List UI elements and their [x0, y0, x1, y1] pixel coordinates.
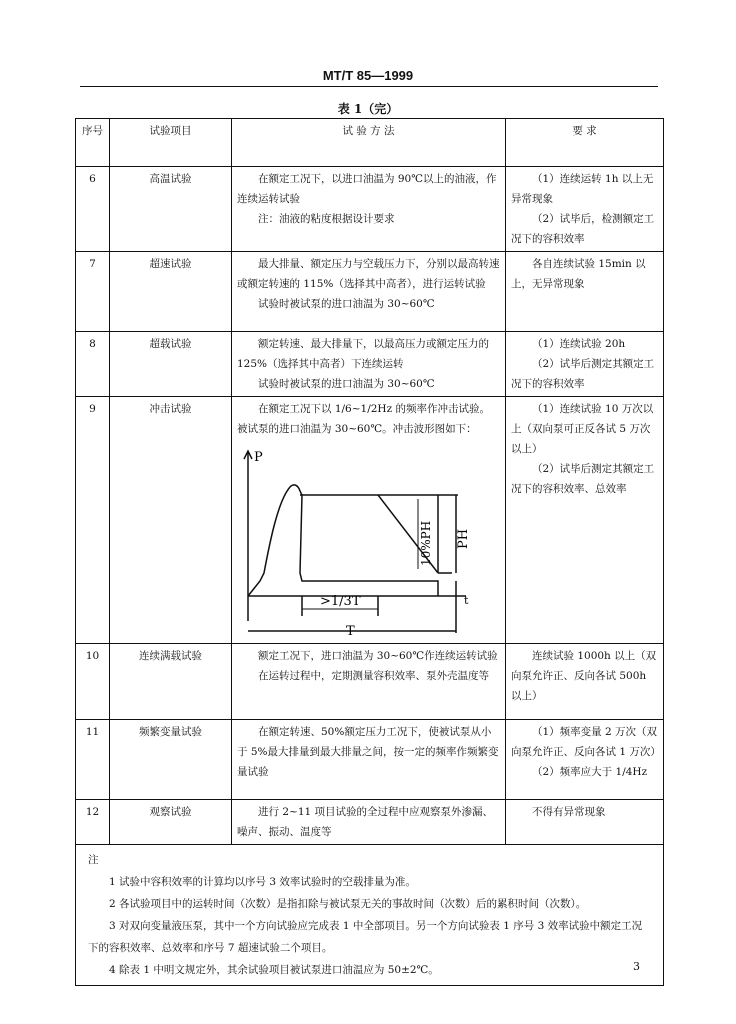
row-item: 观察试验 [110, 800, 232, 845]
req-text: （1）连续试验 10 万次以上（双向泵可正反各试 5 万次以上） [511, 403, 654, 455]
row-req [506, 252, 664, 332]
row-item: 超载试验 [110, 332, 232, 397]
notes-row [76, 845, 664, 986]
method-text: 额定工况下，进口油温为 30~60℃作连续运转试验 [258, 650, 498, 662]
label-ph: PH [456, 528, 471, 549]
col-header-method: 试 验 方 法 [232, 119, 506, 167]
table-row [76, 252, 664, 332]
table-header-row [76, 119, 664, 167]
row-req [506, 720, 664, 800]
row-item: 频繁变量试验 [110, 720, 232, 800]
row-item: 连续满载试验 [110, 644, 232, 720]
row-item: 高温试验 [110, 167, 232, 252]
table-row [76, 720, 664, 800]
method-text: 在额定工况下，以进口油温为 90℃以上的油液，作连续运转试验 [237, 173, 497, 205]
method-text: 注：油液的粘度根据设计要求 [258, 213, 395, 225]
header-rule [80, 86, 658, 87]
note-item: 3 对双向变量液压泵，其中一个方向试验应完成表 1 中全部项目。另一个方向试验表 1 序号 3 效率试验中额定工况下的容积效率、总效率和序号 7 超速试验二个项目。 [88, 920, 643, 954]
table-row [76, 800, 664, 845]
row-item: 冲击试验 [110, 397, 232, 644]
method-text: 在额定工况下以 1/6~1/2Hz 的频率作冲击试验。被试泵的进口油温为 30~60℃。冲击波形图如下： [237, 403, 490, 435]
axis-label-p: P [254, 450, 263, 465]
method-text: 试验时被试泵的进口油温为 30~60℃ [258, 378, 435, 390]
method-text: 试验时被试泵的进口油温为 30~60℃ [258, 298, 435, 310]
notes [76, 845, 664, 986]
method-text: 在额定转速、50%额定压力工况下，使被试泵从小于 5%最大排量到最大排量之间，按一定的频率作频繁变量试验 [237, 726, 499, 778]
row-no: 11 [76, 720, 110, 800]
row-method [232, 800, 506, 845]
req-text: （2）试毕后测定其额定工况下的容积效率 [511, 358, 655, 390]
row-req [506, 167, 664, 252]
axis-label-t: t [464, 594, 469, 607]
table-row [76, 644, 664, 720]
row-method [232, 644, 506, 720]
note-item: 4 除表 1 中明文规定外，其余试验项目被试泵进口油温应为 50±2℃。 [109, 964, 439, 976]
row-req [506, 800, 664, 845]
table-caption: 表 1（完） [337, 102, 399, 116]
page-number: 3 [633, 960, 640, 973]
row-req [506, 644, 664, 720]
row-method [232, 252, 506, 332]
row-no: 10 [76, 644, 110, 720]
row-req [506, 332, 664, 397]
req-text: （2）试毕后，检测额定工况下的容积效率 [511, 213, 655, 245]
req-text: （2）试毕后测定其额定工况下的容积效率、总效率 [511, 463, 655, 495]
method-text: 进行 2~11 项目试验的全过程中应观察泵外渗漏、噪声、振动、温度等 [237, 806, 494, 838]
row-method [232, 397, 506, 644]
waveform-svg [242, 441, 482, 636]
req-text: 各自连续试验 15min 以上，无异常现象 [511, 258, 646, 290]
row-no: 9 [76, 397, 110, 644]
method-text: 在运转过程中，定期测量容积效率、泵外壳温度等 [258, 670, 489, 682]
standard-code: MT/T 85—1999 [322, 68, 414, 83]
method-text: 最大排量、额定压力与空载压力下，分别以最高转速或额定转速的 115%（选择其中高者），进行运转试验 [237, 258, 500, 290]
row-no: 6 [76, 167, 110, 252]
row-no: 7 [76, 252, 110, 332]
shock-waveform-graph [242, 441, 482, 641]
method-text: 额定转速、最大排量下，以最高压力或额定压力的 125%（选择其中高者）下连续运转 [237, 338, 489, 370]
notes-title: 注 [88, 854, 99, 866]
req-text: 不得有异常现象 [532, 806, 606, 818]
note-item: 1 试验中容积效率的计算均以序号 3 效率试验时的空载排量为准。 [109, 876, 416, 888]
req-text: 连续试验 1000h 以上（双向泵允许正、反向各试 500h 以上） [511, 650, 657, 702]
row-method [232, 167, 506, 252]
test-table [75, 118, 664, 986]
table-row [76, 332, 664, 397]
label-period-t: T [346, 624, 355, 636]
table-row [76, 397, 664, 644]
row-method [232, 720, 506, 800]
col-header-no: 序号 [76, 119, 110, 167]
req-text: （2）频率应大于 1/4Hz [532, 766, 648, 778]
label-one-third-t: >1/3T [320, 594, 361, 609]
table-row [76, 167, 664, 252]
col-header-req: 要 求 [506, 119, 664, 167]
label-10-percent-ph: 10%PH [419, 520, 433, 566]
req-text: （1）连续运转 1h 以上无异常现象 [511, 173, 654, 205]
req-text: （1）连续试验 20h [532, 338, 626, 350]
row-no: 8 [76, 332, 110, 397]
row-req [506, 397, 664, 644]
row-no: 12 [76, 800, 110, 845]
col-header-item: 试验项目 [110, 119, 232, 167]
row-method [232, 332, 506, 397]
row-item: 超速试验 [110, 252, 232, 332]
req-text: （1）频率变量 2 万次（双向泵允许正、反向各试 1 万次） [511, 726, 661, 758]
note-item: 2 各试验项目中的运转时间（次数）是指扣除与被试泵无关的事故时间（次数）后的累积时间（次数）。 [109, 898, 587, 910]
